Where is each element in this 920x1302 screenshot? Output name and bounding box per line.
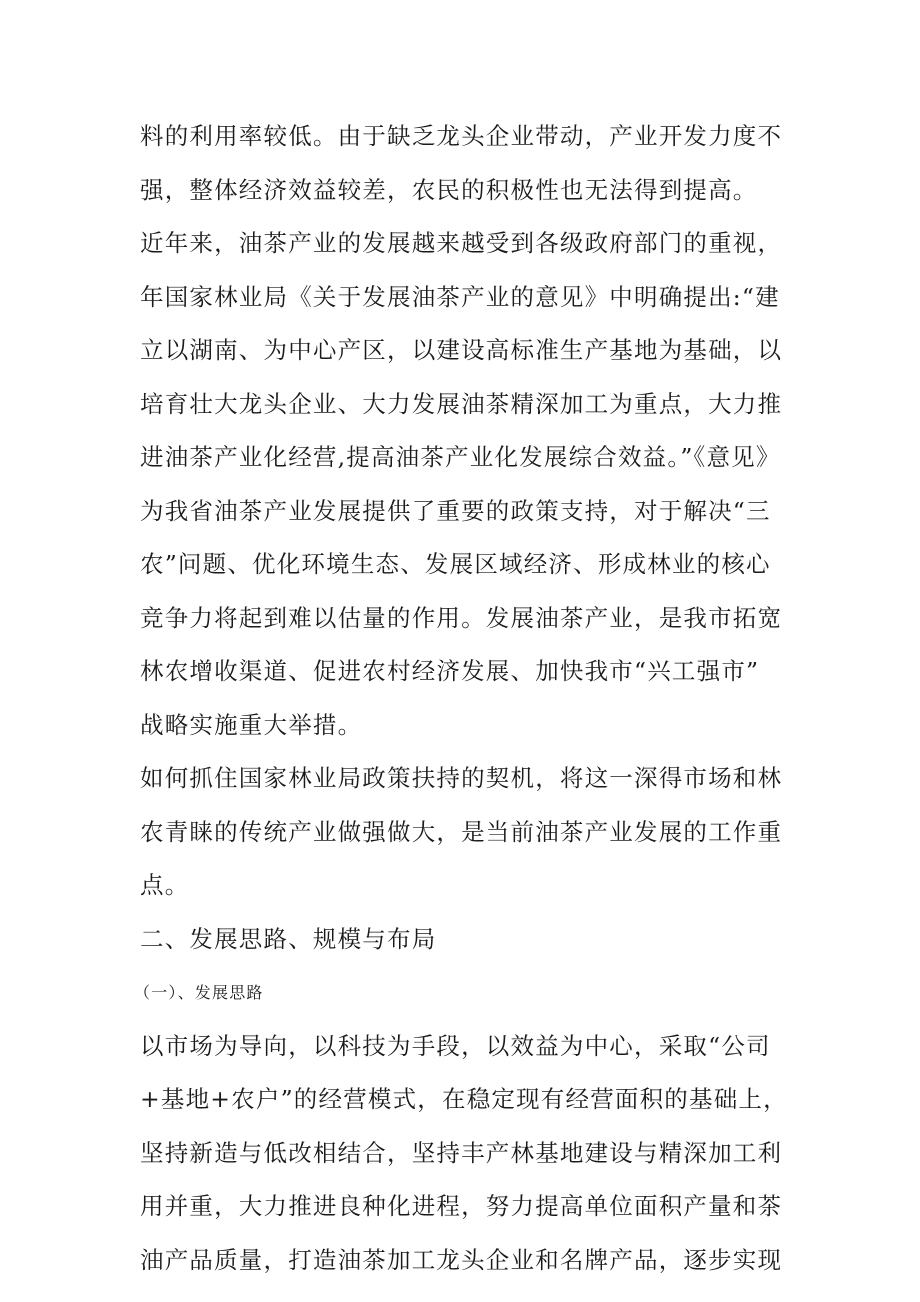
text-line: 如何抓住国家林业局政策扶持的契机，将这一深得市场和林 [140,764,783,792]
text-line: 战略实施重大举措。 [140,710,363,739]
text-line: 强，整体经济效益较差，农民的积极性也无法得到提高。 [140,175,758,204]
text-line: 油产品质量，打造油茶加工龙头企业和名牌产品，逐步实现 [140,1245,783,1274]
text-line: 林农增收渠道、促进农村经济发展、加快我市“兴工强市” [140,657,760,685]
document-body [134,110,805,1287]
text-line: 近年来，油茶产业的发展越来越受到各级政府部门的重视， [140,229,783,257]
text-line: 年国家林业局《关于发展油茶产业的意见》中明确提出:“建 [140,282,780,311]
text-line: 竞争力将起到难以估量的作用。发展油茶产业，是我市拓宽 [140,603,783,632]
section-heading: 二、发展思路、规模与布局 [140,924,437,953]
text-line: 培育壮大龙头企业、大力发展油茶精深加工为重点，大力推 [140,389,783,418]
text-line: 料的利用率较低。由于缺乏龙头企业带动，产业开发力度不 [140,122,783,150]
text-line: 农青睐的传统产业做强做大，是当前油茶产业发展的工作重 [140,817,783,846]
text-line: +基地+农户”的经营模式，在稳定现有经营面积的基础上， [140,1085,788,1113]
subsection-heading: （一）、发展思路 [134,983,264,1002]
text-line: 点。 [140,871,190,899]
text-line: 进油茶产业化经营,提高油茶产业化发展综合效益。”《意见》 [140,443,781,471]
text-line: 坚持新造与低改相结合，坚持丰产林基地建设与精深加工利 [140,1138,783,1167]
text-line: 立以湖南、为中心产区，以建设高标准生产基地为基础，以 [140,336,783,364]
text-line: 农”问题、优化环境生态、发展区域经济、形成林业的核心 [140,550,771,578]
text-line: 以市场为导向，以科技为手段，以效益为中心，采取“公司 [140,1031,771,1060]
text-line: 为我省油茶产业发展提供了重要的政策支持，对于解决“三 [140,496,771,525]
text-line: 用并重，大力推进良种化进程，努力提高单位面积产量和茶 [140,1192,783,1220]
